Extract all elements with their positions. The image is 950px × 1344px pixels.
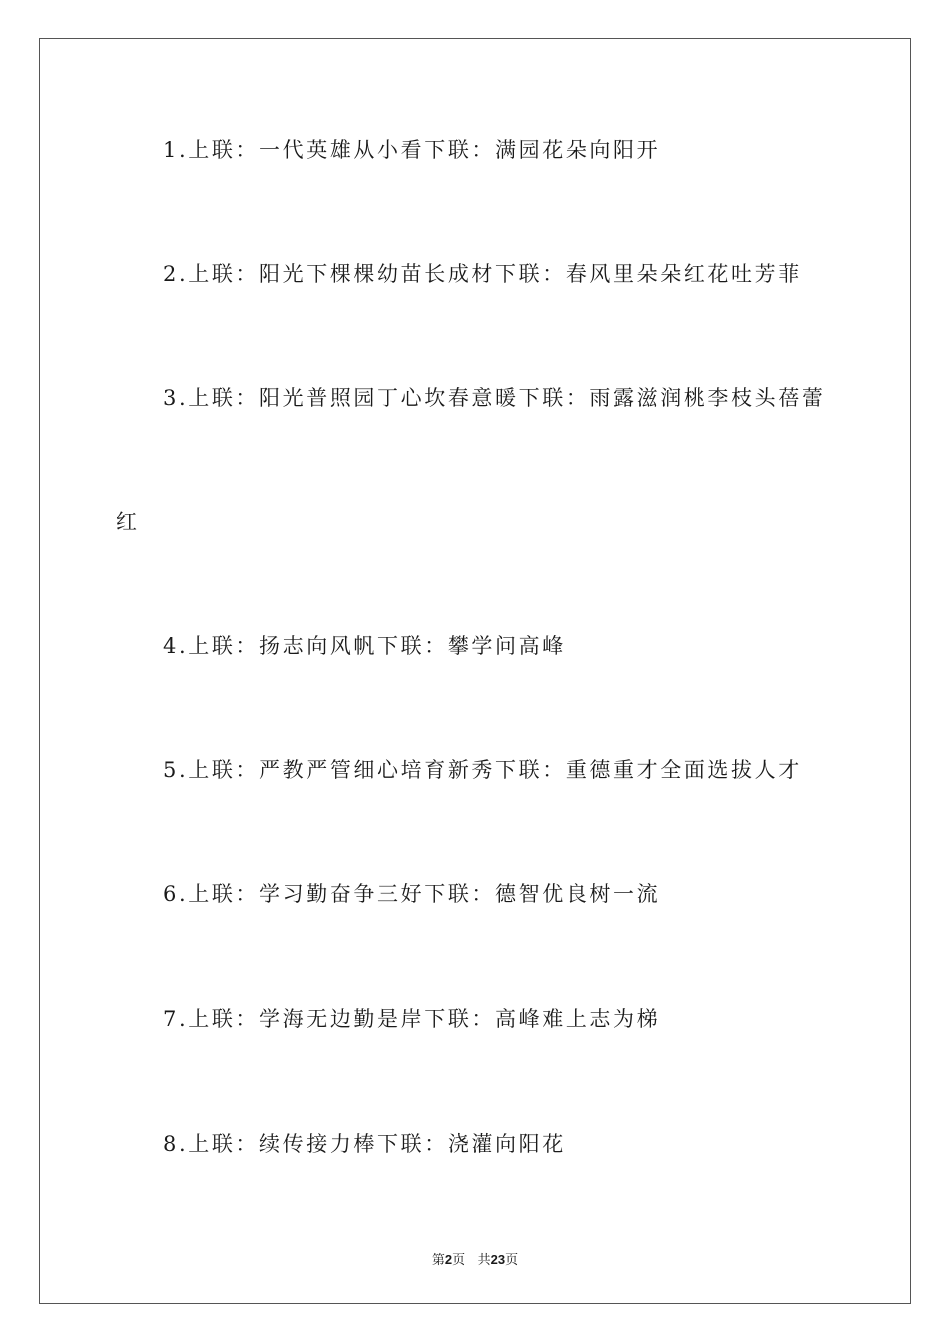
footer-page-suffix: 页 <box>452 1253 466 1268</box>
couplet-line-3-continuation: 红 <box>116 510 140 534</box>
footer-total-pages: 23 <box>490 1252 506 1267</box>
couplet-line-7: 7.上联：学海无边勤是岸下联：高峰难上志为梯 <box>163 1007 661 1031</box>
couplet-line-1: 1.上联：一代英雄从小看下联：满园花朵向阳开 <box>163 138 661 162</box>
footer-total-prefix: 共 <box>477 1253 491 1268</box>
footer-gap <box>465 1253 477 1268</box>
footer-prefix: 第 <box>431 1253 445 1268</box>
page-border <box>39 38 911 1304</box>
page-footer <box>0 1249 950 1268</box>
couplet-line-3: 3.上联：阳光普照园丁心坎春意暖下联：雨露滋润桃李枝头蓓蕾 <box>163 386 826 410</box>
footer-page-number: 2 <box>444 1252 453 1267</box>
couplet-line-5: 5.上联：严教严管细心培育新秀下联：重德重才全面选拔人才 <box>163 758 802 782</box>
couplet-line-4: 4.上联：扬志向风帆下联：攀学问高峰 <box>163 634 566 658</box>
footer-total-suffix: 页 <box>505 1253 519 1268</box>
couplet-line-8: 8.上联：续传接力棒下联：浇灌向阳花 <box>163 1132 566 1156</box>
couplet-line-6: 6.上联：学习勤奋争三好下联：德智优良树一流 <box>163 882 661 906</box>
couplet-line-2: 2.上联：阳光下棵棵幼苗长成材下联：春风里朵朵红花吐芳菲 <box>163 262 802 286</box>
